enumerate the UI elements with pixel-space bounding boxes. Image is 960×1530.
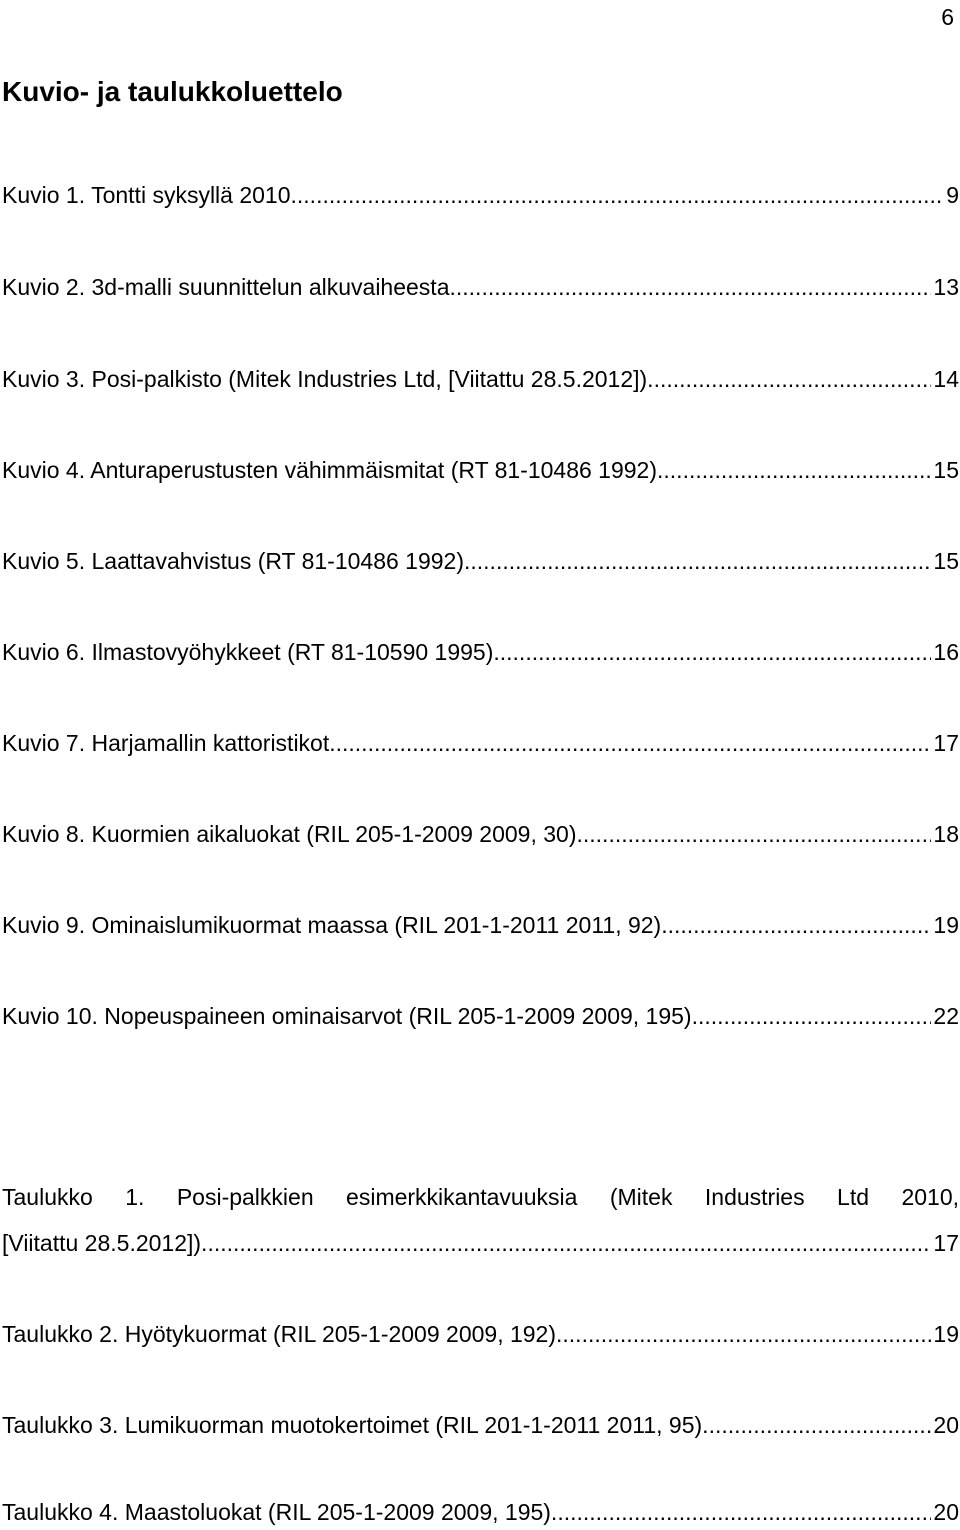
toc-entry-label: Kuvio 8. Kuormien aikaluokat (RIL 205-1-2009 2009, 30). xyxy=(2,821,583,847)
toc-entry-taulukko-4[interactable] xyxy=(2,1498,959,1526)
toc-entry-page: 19 xyxy=(933,912,959,938)
toc-entry-taulukko-1[interactable] xyxy=(2,1183,959,1257)
toc-entry-kuvio-9[interactable] xyxy=(2,911,959,939)
toc-entry-taulukko-2[interactable] xyxy=(2,1320,959,1348)
toc-entry-label: Kuvio 9. Ominaislumikuormat maassa (RIL 201-1-2011 2011, 92). xyxy=(2,912,668,938)
dot-leader xyxy=(297,181,944,209)
toc-entry-taulukko-3[interactable] xyxy=(2,1411,959,1439)
toc-entry-page: 15 xyxy=(933,457,959,483)
dot-leader xyxy=(470,547,931,575)
dot-leader xyxy=(557,1498,931,1526)
dot-leader xyxy=(207,1229,931,1257)
toc-entry-page: 20 xyxy=(933,1412,959,1438)
toc-entry-kuvio-6[interactable] xyxy=(2,638,959,666)
toc-entry-page: 13 xyxy=(933,274,959,300)
page-number: 6 xyxy=(941,4,954,30)
toc-entry-label: Kuvio 7. Harjamallin kattoristikot. xyxy=(2,730,336,756)
toc-entry-page: 9 xyxy=(946,182,959,208)
toc-entry-kuvio-7[interactable] xyxy=(2,729,959,757)
toc-entry-label: Kuvio 5. Laattavahvistus (RT 81-10486 1992). xyxy=(2,548,471,574)
toc-entry-page: 17 xyxy=(933,1230,959,1256)
toc-entry-label: Kuvio 4. Anturaperustusten vähimmäismitat (RT 81-10486 1992). xyxy=(2,457,664,483)
toc-entry-kuvio-2[interactable] xyxy=(2,273,959,301)
toc-entry-kuvio-4[interactable] xyxy=(2,456,959,484)
dot-leader xyxy=(668,911,932,939)
toc-entry-page: 18 xyxy=(933,821,959,847)
toc-entry-kuvio-1[interactable] xyxy=(2,181,959,209)
page-title: Kuvio- ja taulukkoluettelo xyxy=(2,76,343,107)
toc-entry-page: 19 xyxy=(933,1321,959,1347)
toc-entry-label: Taulukko 4. Maastoluokat (RIL 205-1-2009 2009, 195). xyxy=(2,1499,558,1525)
toc-entry-page: 22 xyxy=(933,1003,959,1029)
toc-entry-page: 20 xyxy=(933,1499,959,1525)
toc-entry-label-line1: Taulukko 1. Posi-palkkien esimerkkikantavuuksia (Mitek Industries Ltd 2010, xyxy=(2,1184,959,1210)
toc-entry-label: Kuvio 6. Ilmastovyöhykkeet (RT 81-10590 1995). xyxy=(2,639,500,665)
toc-entry-page: 14 xyxy=(933,366,959,392)
toc-entry-page: 15 xyxy=(933,548,959,574)
toc-entry-page: 16 xyxy=(933,639,959,665)
dot-leader xyxy=(709,1411,932,1439)
dot-leader xyxy=(500,638,932,666)
toc-entry-label: Taulukko 3. Lumikuorman muotokertoimet (RIL 201-1-2011 2011, 95). xyxy=(2,1412,709,1438)
toc-entry-kuvio-5[interactable] xyxy=(2,547,959,575)
toc-entry-kuvio-3[interactable] xyxy=(2,365,959,393)
toc-entry-kuvio-8[interactable] xyxy=(2,820,959,848)
toc-entry-label-line2: [Viitattu 28.5.2012]). xyxy=(2,1230,208,1256)
toc-entry-label: Taulukko 2. Hyötykuormat (RIL 205-1-2009 2009, 192). xyxy=(2,1321,563,1347)
dot-leader xyxy=(456,273,932,301)
dot-leader xyxy=(583,820,932,848)
toc-entry-page: 17 xyxy=(933,730,959,756)
toc-entry-label: Kuvio 1. Tontti syksyllä 2010. xyxy=(2,182,297,208)
dot-leader xyxy=(663,456,931,484)
dot-leader xyxy=(654,365,932,393)
dot-leader xyxy=(336,729,932,757)
dot-leader xyxy=(562,1320,931,1348)
toc-entry-kuvio-10[interactable] xyxy=(2,1002,959,1030)
toc-entry-label: Kuvio 3. Posi-palkisto (Mitek Industries Ltd, [Viitattu 28.5.2012]). xyxy=(2,366,654,392)
dot-leader xyxy=(692,1002,932,1030)
toc-entry-label: Kuvio 10. Nopeuspaineen ominaisarvot (RIL 205-1-2009 2009, 195) xyxy=(2,1003,692,1029)
toc-entry-label: Kuvio 2. 3d-malli suunnittelun alkuvaiheesta. xyxy=(2,274,456,300)
